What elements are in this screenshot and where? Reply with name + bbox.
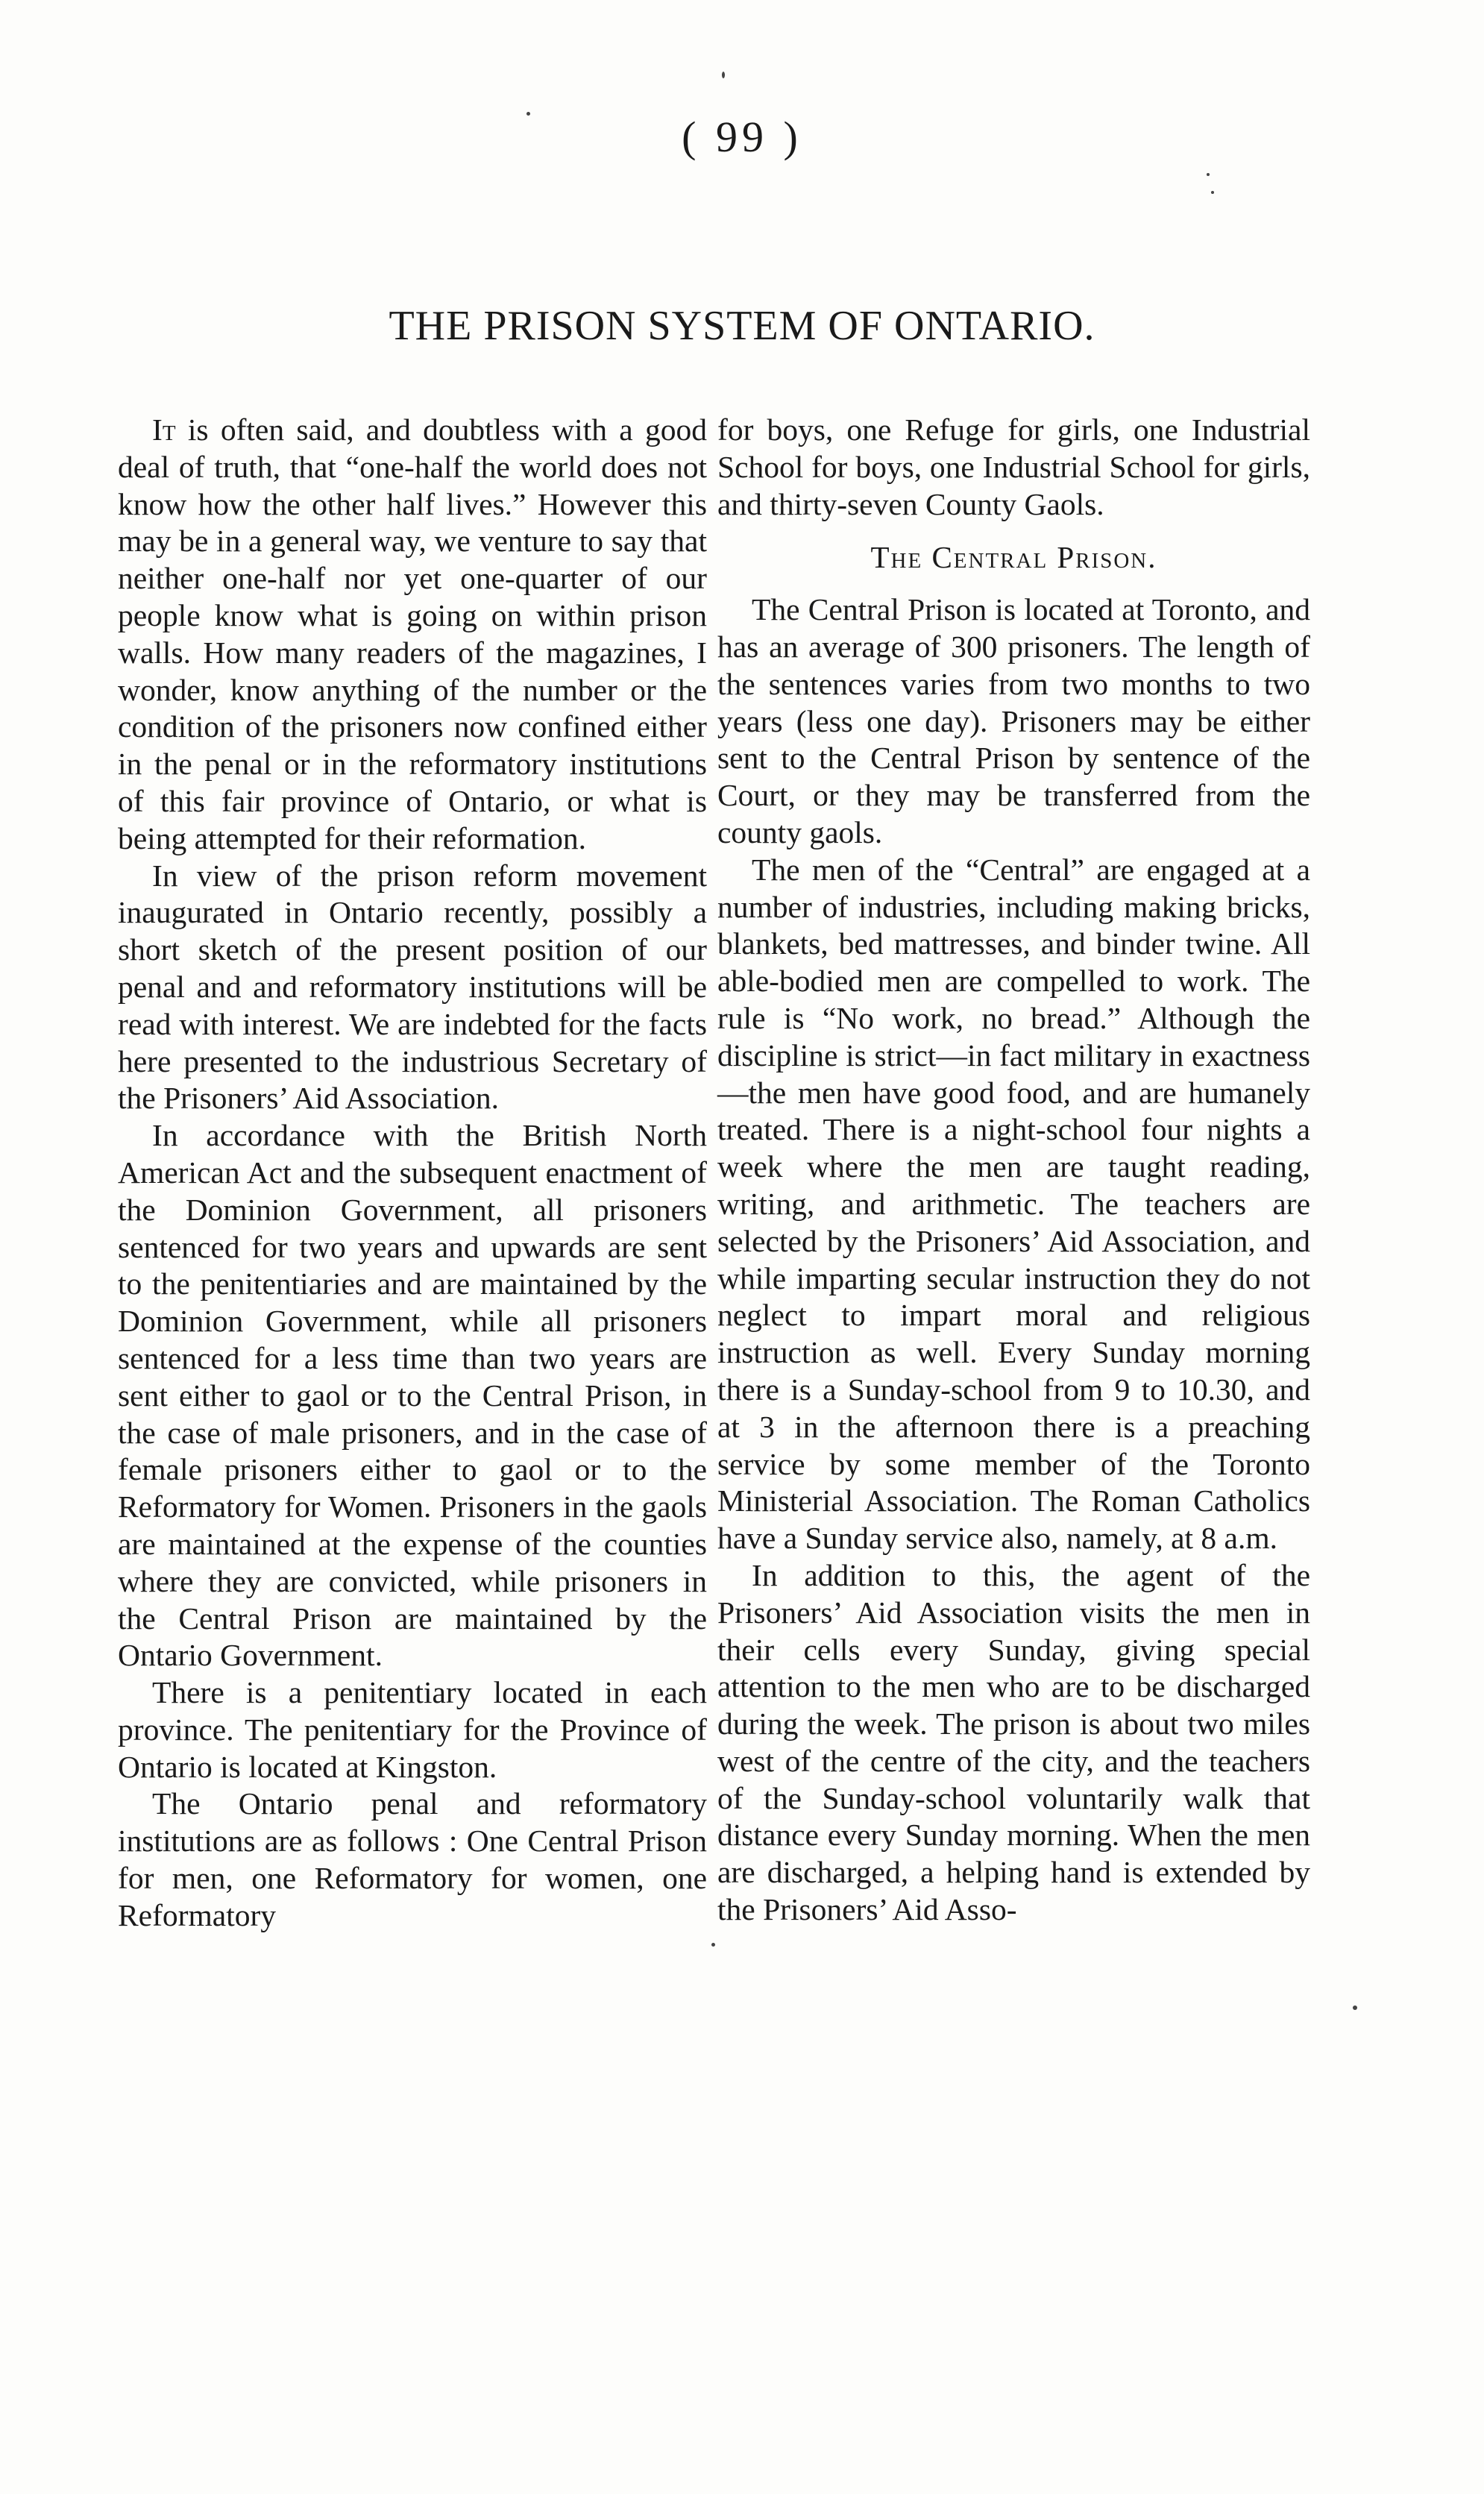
section-heading-central-prison: The Central Prison. xyxy=(870,540,1157,575)
paragraph-intro xyxy=(118,412,707,858)
print-speck xyxy=(526,112,530,116)
print-speck xyxy=(711,1943,715,1947)
print-speck xyxy=(1207,173,1210,176)
left-column xyxy=(118,412,707,1935)
print-speck xyxy=(722,72,725,78)
paragraph-reform-movement: In view of the prison reform movement inaugurated in Ontario recently, possibly a short sketch of the present position of our penal and and reformatory institutions will be read with interest. We are indebted for the facts here presented to the industrious Secretary of the Prisoners’ Aid Association. xyxy=(118,858,707,1116)
right-column xyxy=(717,412,1310,1929)
print-speck xyxy=(1353,2005,1357,2010)
paragraph-central-prison-location: The Central Prison is located at Toronto, and has an average of 300 prisoners. The length of the sentences varies from two months to two years (less one day). Prisoners may be either sent to the Central Prison by sentence of the Court, or they may be transferred from the county gaols. xyxy=(717,592,1310,849)
drop-word: It xyxy=(152,412,176,447)
paragraph-british-north-america-act: In accordance with the British North American Act and the subsequent enactment of the Dominion Government, all prisoners sentenced for two years and upwards are sent to the penitentiaries and are maintained by the Dominion Government, while all prisoners sentenced for a less time than two years are sent either to gaol or to the Central Prison, in the case of male prisoners, and in the case of female prisoners either to gaol or to the Reformatory for Women. Prisoners in the gaols are maintained at the expense of the counties where they are convicted, while prisoners in the Central Prison are maintained by the Ontario Government. xyxy=(118,1118,707,1673)
paragraph-central-prison-industries: The men of the “Central” are engaged at a number of industries, including making bricks, blankets, bed mattresses, and binder twine. All able-bodied men are compelled to work. The rule is “No work, no bread.” Although the discipline is strict—in fact military in exactness—the men have good food, and are humanely treated. There is a night-school four nights a week where the men are taught reading, writing, and arithmetic. The teachers are selected by the Prisoners’ Aid Association, and while imparting secular instruction they do not neglect to impart moral and religious instruction as well. Every Sunday morning there is a Sunday-school from 9 to 10.30, and at 3 in the afternoon there is a preaching service by some member of the Toronto Ministerial Association. The Roman Catholics have a Sunday service also, namely, at 8 a.m. xyxy=(717,852,1310,1556)
paragraph-institutions-list: The Ontario penal and reformatory institutions are as follows : One Central Prison for men, one Reformatory for women, one Reformatory xyxy=(118,1786,707,1932)
article-title: THE PRISON SYSTEM OF ONTARIO. xyxy=(389,303,1095,349)
print-speck xyxy=(1211,191,1214,194)
paragraph-institutions-continued: for boys, one Refuge for girls, one Industrial School for boys, one Industrial School for girls, and thirty-seven County Gaols. xyxy=(717,412,1310,521)
paragraph-penitentiary: There is a penitentiary located in each province. The penitentiary for the Province of Ontario is located at Kingston. xyxy=(118,1675,707,1784)
page-number: ( 99 ) xyxy=(682,113,802,161)
paragraph-prisoners-aid-agent: In addition to this, the agent of the Prisoners’ Aid Association visits the men in their cells every Sunday, giving special attention to the men who are to be discharged during the week. The prison is about two miles west of the centre of the city, and the teachers of the Sunday-school voluntarily walk that distance every Sunday morning. When the men are discharged, a helping hand is extended by the Prisoners’ Aid Asso- xyxy=(717,1557,1310,1927)
paragraph-intro-text: is often said, and doubtless with a good deal of truth, that “one-half the world does not know how the other half lives.” However this may be in a general way, we venture to say that neither one-half nor yet one-quarter of our people know what is going on within prison walls. How many readers of the magazines, I wonder, know anything of the number or the condition of the prisoners now confined either in the penal or in the reformatory institutions of this fair province of Ontario, or what is being attempted for their reformation. xyxy=(118,412,707,855)
